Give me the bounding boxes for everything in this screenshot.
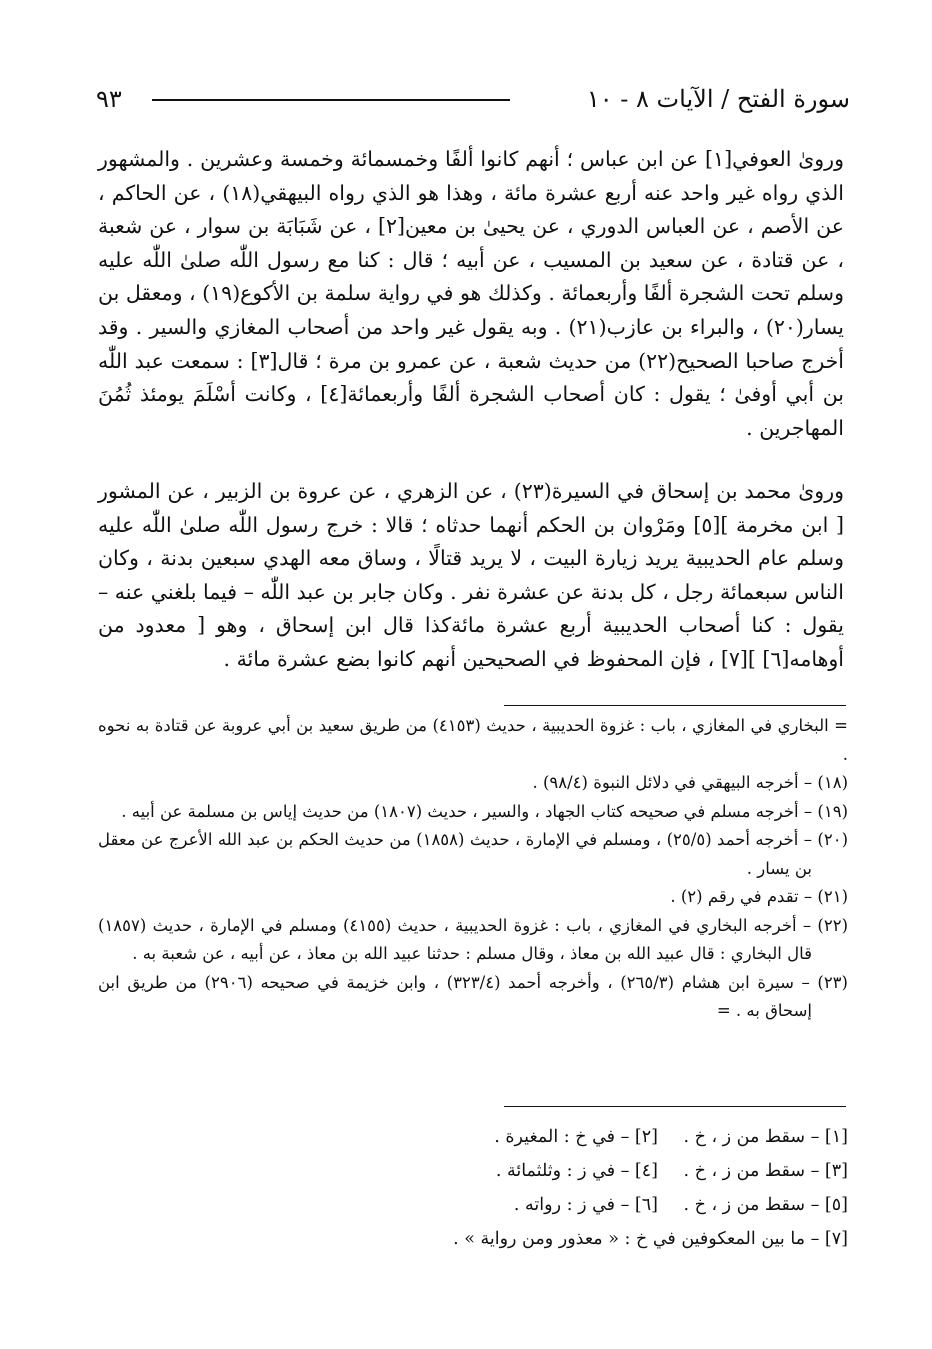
footnote: = البخاري في المغازي ، باب : غزوة الحديبية ، حديث (٤١٥٣) من طريق سعيد بن أبي عروبة عن قتادة به نحوه . bbox=[98, 716, 848, 764]
variant-row bbox=[98, 1222, 848, 1256]
footnote-rule bbox=[504, 705, 846, 706]
variant-note: [٥] – سقط من ز ، خ . bbox=[683, 1195, 848, 1215]
footnote: (٢١) – تقدم في رقم (٢) . bbox=[670, 887, 848, 906]
footnote: (١٨) – أخرجه البيهقي في دلائل النبوة (٩٨/٤) . bbox=[532, 773, 848, 792]
variant-row bbox=[98, 1120, 848, 1154]
body-paragraph-1 bbox=[98, 143, 844, 445]
variant-note: [١] – سقط من ز ، خ . bbox=[683, 1127, 848, 1147]
footnote: (٢٠) – أخرجه أحمد (٢٥/٥) ، ومسلم في الإمارة ، حديث (١٨٥٨) من حديث الحكم بن عبد الله الأعرج عن معقل بن يسار . bbox=[98, 830, 848, 878]
header-rule bbox=[152, 99, 510, 101]
paragraph-text: وروىٰ محمد بن إسحاق في السيرة(٢٣) ، عن الزهري ، عن عروة بن الزبير ، عن المشور [ ابن مخرمة ][٥] ومَرْوان بن الحكم أنهما حدثاه ؛ قالا : خرج رسول اللّٰه صلىٰ اللّٰه عليه وسلم عام الحديبية يريد زيارة البيت ، لا يريد قتالًا ، وساق معه الهدي سبعين بدنة ، وكان الناس سبعمائة رجل ، كل بدنة عن عشرة نفر . وكان جابر بن عبد اللّٰه – فيما بلغني عنه – يقول : كنا أصحاب الحديبية أربع عشرة مائةكذا قال ابن إسحاق ، وهو [ معدود من أوهامه[٦] ][٧] ، فإن المحفوظ في الصحيحين أنهم كانوا بضع عشرة مائة . bbox=[98, 479, 844, 671]
variant-note: [٤] – في ز : وثلثمائة . bbox=[495, 1161, 658, 1181]
variant-row bbox=[98, 1154, 848, 1188]
variant-note: [٣] – سقط من ز ، خ . bbox=[683, 1161, 848, 1181]
variant-row bbox=[98, 1188, 848, 1222]
surah-title: سورة الفتح / الآيات ٨ - ١٠ bbox=[586, 85, 850, 113]
page-number: ٩٣ bbox=[96, 85, 122, 113]
manuscript-variants bbox=[98, 1120, 848, 1256]
footnote: (٢٢) – أخرجه البخاري في المغازي ، باب : غزوة الحديبية ، حديث (٤١٥٥) ومسلم في الإمارة ، حديث (١٨٥٧) قال البخاري : قال عبيد الله بن معاذ ، وقال مسلم : حدثنا عبيد الله بن معاذ ، عن أبيه ، عن شعبة به . bbox=[98, 915, 848, 963]
variant-note: [٦] – في ز : رواته . bbox=[513, 1195, 658, 1215]
footnote: (٢٣) – سيرة ابن هشام (٢٦٥/٣) ، وأخرجه أحمد (٣٢٣/٤) ، وابن خزيمة في صحيحه (٢٩٠٦) من طريق ابن إسحاق به . = bbox=[98, 972, 848, 1020]
body-paragraph-2 bbox=[98, 475, 844, 677]
footnote: (١٩) – أخرجه مسلم في صحيحه كتاب الجهاد ، والسير ، حديث (١٨٠٧) من حديث إياس بن مسلمة عن أبيه . bbox=[121, 801, 848, 821]
variant-note: [٢] – في خ : المغيرة . bbox=[494, 1127, 658, 1147]
variant-note: [٧] – ما بين المعكوفين في خ : « معذور ومن رواية » . bbox=[453, 1229, 848, 1249]
footnotes bbox=[98, 712, 848, 1026]
paragraph-text: وروىٰ العوفي[١] عن ابن عباس ؛ أنهم كانوا ألفًا وخمسمائة وخمسة وعشرين . والمشهور الذي رواه غير واحد عنه أربع عشرة مائة ، وهذا هو الذي رواه البيهقي(١٨) ، عن الحاكم ، عن الأصم ، عن العباس الدوري ، عن يحيىٰ بن معين[٢] ، عن شَبَابَة بن سوار ، عن شعبة ، عن قتادة ، عن سعيد بن المسيب ، عن أبيه ؛ قال : كنا مع رسول اللّٰه صلىٰ اللّٰه عليه وسلم تحت الشجرة ألفًا وأربعمائة . وكذلك هو في رواية سلمة بن الأكوع(١٩) ، ومعقل بن يسار(٢٠) ، والبراء بن عازب(٢١) . وبه يقول غير واحد من أصحاب المغازي والسير . وقد أخرج صاحبا الصحيح(٢٢) من حديث شعبة ، عن عمرو بن مرة ؛ قال[٣] : سمعت عبد اللّٰه بن أبي أوفىٰ ؛ يقول : كان أصحاب الشجرة ألفًا وأربعمائة[٤] ، وكانت أسْلَمَ يومئذ ثُمُنَ المهاجرين . bbox=[98, 147, 845, 440]
variants-rule bbox=[504, 1106, 846, 1107]
